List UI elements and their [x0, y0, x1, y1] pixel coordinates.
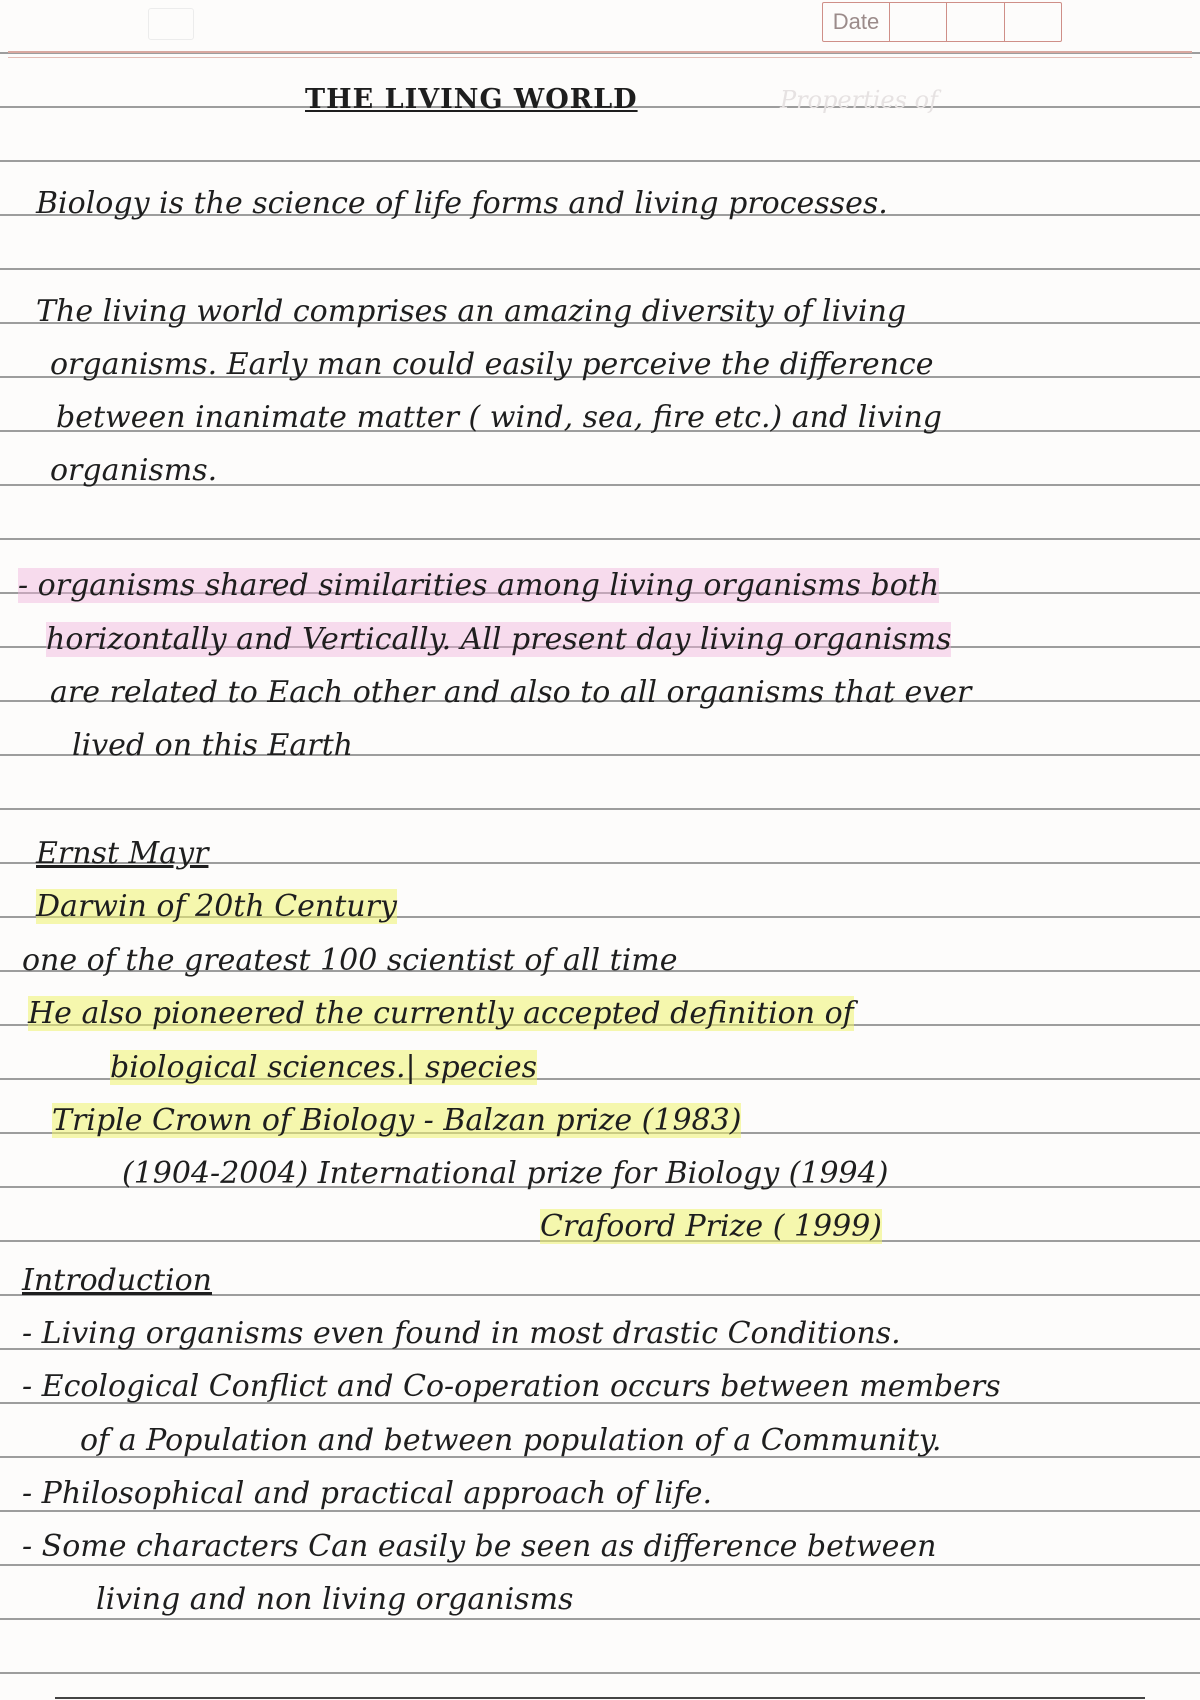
header-rule-secondary [8, 57, 1192, 58]
bleed-through: Properties of [780, 86, 938, 114]
mayr-heading: Ernst Mayr [36, 836, 209, 871]
page-title: THE LIVING WORLD [305, 84, 638, 115]
bottom-rule [55, 1697, 1145, 1699]
mayr-line: Triple Crown of Biology - Balzan prize (1983) [52, 1103, 742, 1138]
introduction-line: of a Population and between population of a Community. [80, 1423, 942, 1458]
introduction-line: - Philosophical and practical approach of life. [22, 1476, 712, 1511]
paragraph2-line: - organisms shared similarities among living organisms both [18, 568, 940, 603]
header-rule [8, 51, 1192, 53]
date-label: Date [823, 3, 890, 41]
mayr-line: Crafoord Prize ( 1999) [540, 1209, 882, 1244]
paragraph2-line: horizontally and Vertically. All present day living organisms [46, 622, 952, 657]
paragraph2-line: lived on this Earth [72, 728, 353, 763]
introduction-line: living and non living organisms [96, 1582, 574, 1617]
paragraph2-line: are related to Each other and also to all organisms that ever [50, 675, 972, 710]
paragraph1-line: organisms. [50, 453, 218, 488]
paragraph1-line: The living world comprises an amazing diversity of living [36, 294, 907, 329]
faint-corner-box [148, 8, 194, 40]
paragraph1-line: organisms. Early man could easily perceive the difference [50, 347, 934, 382]
mayr-line: biological sciences.| species [110, 1050, 538, 1085]
date-box [822, 2, 1062, 42]
introduction-line: - Living organisms even found in most drastic Conditions. [22, 1316, 901, 1351]
mayr-line: He also pioneered the currently accepted definition of [28, 996, 854, 1031]
mayr-line: (1904-2004) International prize for Biology (1994) [122, 1156, 889, 1191]
date-cell-year [1005, 3, 1061, 41]
intro-line: Biology is the science of life forms and living processes. [36, 186, 888, 221]
introduction-line: - Ecological Conflict and Co-operation occurs between members [22, 1369, 1001, 1404]
mayr-line: Darwin of 20th Century [36, 889, 397, 924]
introduction-line: - Some characters Can easily be seen as difference between [22, 1529, 937, 1564]
paragraph1-line: between inanimate matter ( wind, sea, fire etc.) and living [56, 400, 942, 435]
mayr-line: one of the greatest 100 scientist of all time [22, 943, 678, 978]
date-cell-month [947, 3, 1004, 41]
date-cell-day [890, 3, 947, 41]
introduction-heading: Introduction [22, 1263, 212, 1298]
